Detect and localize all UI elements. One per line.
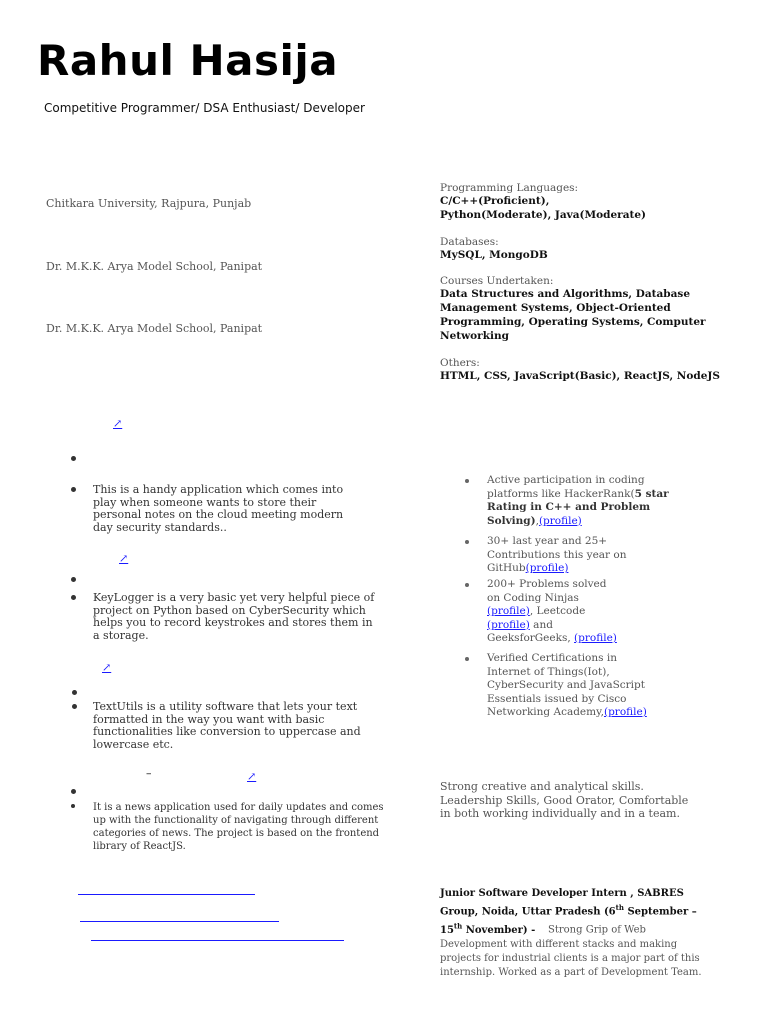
bullet-icon (71, 789, 76, 794)
achievement-item (487, 474, 727, 528)
external-link-icon[interactable]: ↗ (102, 661, 112, 674)
project-description-line: a storage. (93, 628, 149, 642)
courses-label: Courses Undertaken: (440, 275, 554, 287)
project-description-line: personal notes on the cloud meeting modern (93, 508, 344, 522)
courses-value: Management Systems, Object-Oriented (440, 302, 671, 314)
programming-value: Python(Moderate), Java(Moderate) (440, 209, 647, 221)
project-description-line: play when someone wants to store their (93, 495, 317, 509)
external-link-icon[interactable]: ↗ (113, 417, 123, 430)
education-item: Dr. M.K.K. Arya Model School, Panipat (46, 322, 263, 335)
project-description (93, 801, 393, 853)
strength-line: Leadership Skills, Good Orator, Comfortable (440, 793, 689, 807)
achievement-bold: Solving) (487, 514, 536, 527)
achievement-line: 30+ last year and 25+ (487, 535, 608, 547)
project-description-line: categories of news. The project is based on the frontend (93, 828, 380, 839)
achievement-line: 200+ Problems solved (487, 578, 607, 590)
project-description-line: project on Python based on CyberSecurity which (93, 603, 366, 617)
profile-link[interactable]: (profile) (487, 605, 530, 617)
candidate-tagline: Competitive Programmer/ DSA Enthusiast/ Developer (44, 101, 365, 115)
courses-value: Networking (440, 330, 509, 342)
achievement-line: GeeksforGeeks, (487, 632, 575, 644)
experience-title: Junior Software Developer Intern , SABRES (440, 888, 684, 899)
external-link-icon[interactable]: ↗ (247, 770, 257, 783)
experience-title: September – (623, 906, 697, 918)
profile-link[interactable]: (profile) (603, 706, 647, 718)
project-description-line: up with the functionality of navigating through different (93, 815, 379, 826)
achievement-line: platforms like HackerRank( (487, 487, 635, 500)
bullet-icon (465, 657, 469, 661)
project-description (93, 592, 393, 642)
bullet-icon (465, 479, 469, 483)
achievement-line: CyberSecurity and JavaScript (487, 679, 645, 691)
experience-title: November) - (462, 924, 536, 936)
project-description-line: helps you to record keystrokes and stores them in (93, 616, 373, 630)
profile-link[interactable]: (profile) (538, 514, 582, 527)
achievement-line: , Leetcode (529, 605, 586, 617)
strength-line: Strong creative and analytical skills. (440, 780, 644, 793)
bullet-icon (71, 595, 76, 600)
achievement-line: on Coding Ninjas (487, 591, 579, 604)
bullet-icon (465, 583, 469, 587)
bullet-icon (72, 704, 77, 709)
project-dash: – (146, 767, 152, 780)
bullet-icon (465, 540, 469, 544)
achievement-bold: 5 star (634, 487, 669, 500)
candidate-name: Rahul Hasija (37, 36, 339, 85)
programming-label: Programming Languages: (440, 182, 579, 194)
achievement-item (487, 652, 727, 720)
project-description-line: day security standards.. (93, 520, 227, 534)
experience-line: internship. Worked as a part of Development Team. (440, 966, 702, 978)
project-description (93, 701, 393, 751)
strength-line: in both working individually and in a team. (440, 807, 680, 820)
contact-link[interactable] (91, 940, 344, 941)
achievement-line: , (535, 514, 539, 527)
achievement-item (487, 578, 727, 646)
project-description-line: formatted in the way you want with basic (93, 712, 325, 726)
experience-title: Group, Noida, Uttar Pradesh (6 (440, 906, 616, 918)
programming-value: C/C++(Proficient), (440, 195, 550, 207)
others-label: Others: (440, 357, 480, 369)
bullet-icon (71, 577, 76, 582)
contact-link[interactable] (80, 921, 279, 922)
experience-line: projects for industrial clients is a major part of this (440, 952, 700, 964)
achievement-line: Verified Certifications in (487, 652, 617, 664)
project-description-line: library of ReactJS. (93, 841, 186, 852)
experience-line: Strong Grip of Web (535, 924, 646, 936)
project-description-line: It is a news application used for daily updates and comes (93, 802, 384, 813)
achievement-line: Internet of Things(Iot), (487, 665, 610, 678)
achievement-line: Contributions this year on (487, 548, 627, 561)
achievement-item (487, 535, 727, 576)
experience-section (440, 887, 740, 980)
profile-link[interactable]: (profile) (574, 632, 617, 644)
bullet-icon (72, 690, 77, 695)
databases-value: MySQL, MongoDB (440, 249, 548, 261)
project-description-line: KeyLogger is a very basic yet very helpful piece of (93, 591, 375, 604)
experience-line: Development with different stacks and making (440, 938, 678, 950)
achievement-line: Active participation in coding (487, 474, 645, 486)
experience-sup: th (615, 903, 624, 912)
bullet-icon (71, 487, 76, 492)
external-link-icon[interactable]: ↗ (119, 552, 129, 565)
databases-label: Databases: (440, 236, 499, 248)
profile-link[interactable]: (profile) (525, 562, 569, 574)
strengths-section (440, 780, 730, 821)
project-description-line: This is a handy application which comes into (93, 483, 344, 496)
project-description-line: TextUtils is a utility software that lets your text (93, 700, 358, 713)
profile-link[interactable]: (profile) (487, 618, 530, 631)
project-description (93, 484, 393, 534)
bullet-icon (71, 804, 75, 808)
courses-value: Programming, Operating Systems, Computer (440, 316, 706, 328)
bullet-icon (71, 456, 76, 461)
achievement-bold: Rating in C++ and Problem (487, 501, 651, 513)
others-value: HTML, CSS, JavaScript(Basic), ReactJS, NodeJS (440, 370, 720, 382)
experience-title: 15 (440, 924, 454, 936)
experience-sup: th (453, 921, 463, 931)
education-item: Dr. M.K.K. Arya Model School, Panipat (46, 260, 263, 273)
courses-value: Data Structures and Algorithms, Database (440, 288, 691, 300)
skills-section (440, 182, 740, 383)
achievement-line: Essentials issued by Cisco (487, 692, 627, 705)
project-description-line: lowercase etc. (93, 737, 174, 751)
achievement-line: and (529, 618, 553, 631)
project-description-line: functionalities like conversion to uppercase and (93, 725, 361, 739)
contact-link[interactable] (78, 894, 255, 895)
achievement-line: GitHub (487, 562, 526, 574)
achievement-line: Networking Academy, (487, 706, 604, 718)
education-item: Chitkara University, Rajpura, Punjab (46, 197, 252, 210)
